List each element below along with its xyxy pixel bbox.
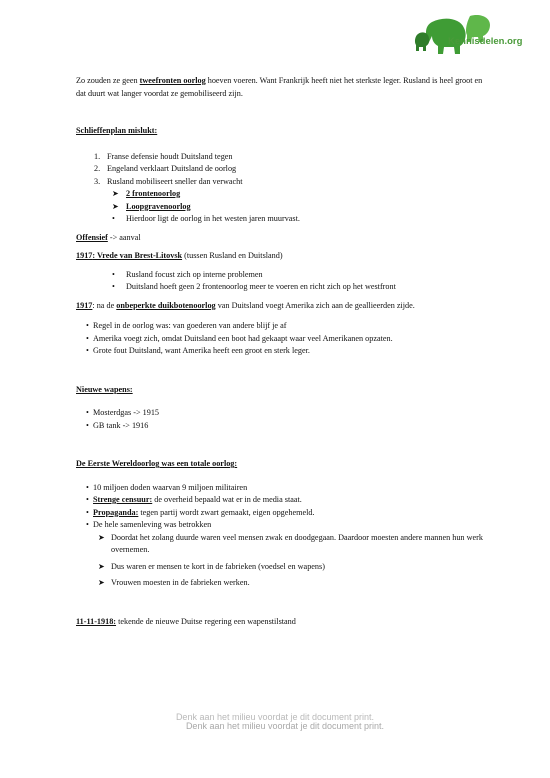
brest-litovsk-line [76,250,486,263]
bullet-item [76,345,486,358]
arrow-bullet-icon: ➤ [98,532,105,542]
totale-oorlog-heading [76,458,486,471]
arrow-item [76,188,486,201]
bullet-dot-icon: • [86,495,89,504]
bullet-text: GB tank -> 1916 [93,420,149,430]
bullet-text: Grote fout Duitsland, want Amerika heeft een groot en sterk leger. [93,346,310,355]
bullet-dot-icon: • [112,214,115,223]
arrow-item [76,561,486,574]
watermark-line-1: Denk aan het milieu voordat je dit document print. [175,712,375,722]
arrow-bullet-icon: ➤ [112,201,119,211]
bullet-text: Amerika voegt zich, omdat Duitsland een boot had gekaapt waar veel Amerikanen opzaten. [93,333,393,343]
arrow-item [76,532,486,557]
totale-oorlog-heading-text: De Eerste Wereldoorlog was een totale oorlog: [76,459,238,468]
bullet-dot-icon: • [86,408,89,417]
bullet-dot-icon: • [86,420,89,430]
arrow-item [76,577,486,590]
list-text: Rusland mobiliseert sneller dan verwacht [107,176,243,186]
offensief-bold: Offensief [76,232,108,242]
document-body [76,75,486,628]
propaganda-bold: Propaganda: [93,507,139,517]
site-logo[interactable] [410,14,532,60]
bullet-item [76,519,486,532]
duikboten-text-2: van Duitsland voegt Amerika zich aan de geallieerden zijde. [215,300,415,310]
arrow-item-text: Vrouwen moesten in de fabrieken werken. [111,578,250,587]
bullet-dot-icon: • [86,333,89,343]
duikboten-text-1: : na de [92,300,117,310]
list-text: Franse defensie houdt Duitsland tegen [107,151,233,161]
schlieffen-heading [76,125,486,138]
schlieffen-heading-text: Schlieffenplan mislukt: [76,126,158,135]
bullet-text: Regel in de oorlog was: van goederen van andere blijf je af [93,321,287,330]
intro-paragraph [76,75,486,100]
bullet-dot-icon: • [112,269,115,279]
list-item [76,176,486,189]
bullet-text: 10 miljoen doden waarvan 9 miljoen militairen [93,482,248,492]
list-number: 1. [94,151,101,161]
arrow-item [76,201,486,214]
bullet-text: De hele samenleving was betrokken [93,520,212,529]
armistice-line [76,616,486,629]
arrow-bullet-icon: ➤ [98,561,105,571]
brest-litovsk-text: (tussen Rusland en Duitsland) [182,251,283,260]
bullet-dot-icon: • [86,520,89,529]
year-label: 1917 [76,251,93,260]
bullet-dot-icon: • [86,507,89,517]
bullet-dot-icon: • [112,282,115,291]
bullet-item [76,281,486,294]
year-label: 1917 [76,300,93,310]
duikboten-paragraph [76,300,486,313]
bullet-text: Hierdoor ligt de oorlog in het westen jaren muurvast. [126,214,300,223]
bullet-item [76,482,486,495]
censuur-bold: Strenge censuur: [93,495,153,504]
bullet-item [76,269,486,282]
bullet-item [76,213,486,226]
bullet-text: de overheid bepaald wat er in de media staat. [152,495,302,504]
arrow-item-text: Doordat het zolang duurde waren veel mensen zwak en doodgegaan. Daardoor moesten andere mannen hun werk overnemen. [111,532,483,554]
schlieffen-numbered-list [76,151,486,189]
list-item [76,151,486,164]
list-number: 2. [94,164,101,173]
bullet-item [76,494,486,507]
watermark-line-2: Denk aan het milieu voordat je dit document print. [185,721,385,731]
brest-litovsk-bold: : Vrede van Brest-Litovsk [92,251,183,260]
armistice-text: tekende de nieuwe Duitse regering een wapenstilstand [116,616,296,626]
bullet-item [76,407,486,420]
bullet-text: Mosterdgas -> 1915 [93,408,160,417]
bullet-text: Rusland focust zich op interne problemen [126,269,263,279]
intro-bold: tweefronten oorlog [139,76,206,85]
bullet-item [76,333,486,346]
logo-text: Kennisdelen.org [448,36,523,47]
wapens-heading [76,384,486,397]
armistice-date: 11-11-1918: [76,616,117,626]
duikboten-bold: onbeperkte duikbotenoorlog [116,300,216,310]
list-text: Engeland verklaart Duitsland de oorlog [107,164,237,173]
bullet-dot-icon: • [86,482,89,492]
list-number: 3. [94,176,101,186]
bullet-dot-icon: • [86,346,89,355]
arrow-bullet-icon: ➤ [98,578,105,587]
arrow-item-text: Dus waren er mensen te kort in de fabrieken (voedsel en wapens) [111,561,325,571]
bullet-dot-icon: • [86,321,89,330]
bullet-item [76,507,486,520]
arrow-item-text: Loopgravenoorlog [126,201,191,211]
arrow-bullet-icon: ➤ [112,189,119,198]
offensief-line [76,232,486,245]
bullet-text: Duitsland hoeft geen 2 frontenoorlog meer te voeren en richt zich op het westfront [126,282,396,291]
list-item [76,163,486,176]
intro-text-1: Zo zouden ze geen [76,76,140,85]
wapens-heading-text: Nieuwe wapens: [76,384,133,394]
intro-text-2: hoeven voeren. Want Frankrijk heeft niet het sterkste leger. Rusland is heel groot en dat duurt wat langer voordat ze gemobiliseerd zijn. [76,76,483,98]
arrow-item-text: 2 frontenoorlog [126,189,181,198]
print-watermark [0,712,550,734]
offensief-text: -> aanval [107,232,141,242]
bullet-item [76,320,486,333]
bullet-text: tegen partij wordt zwart gemaakt, eigen opgehemeld. [138,507,315,517]
bullet-item [76,420,486,433]
